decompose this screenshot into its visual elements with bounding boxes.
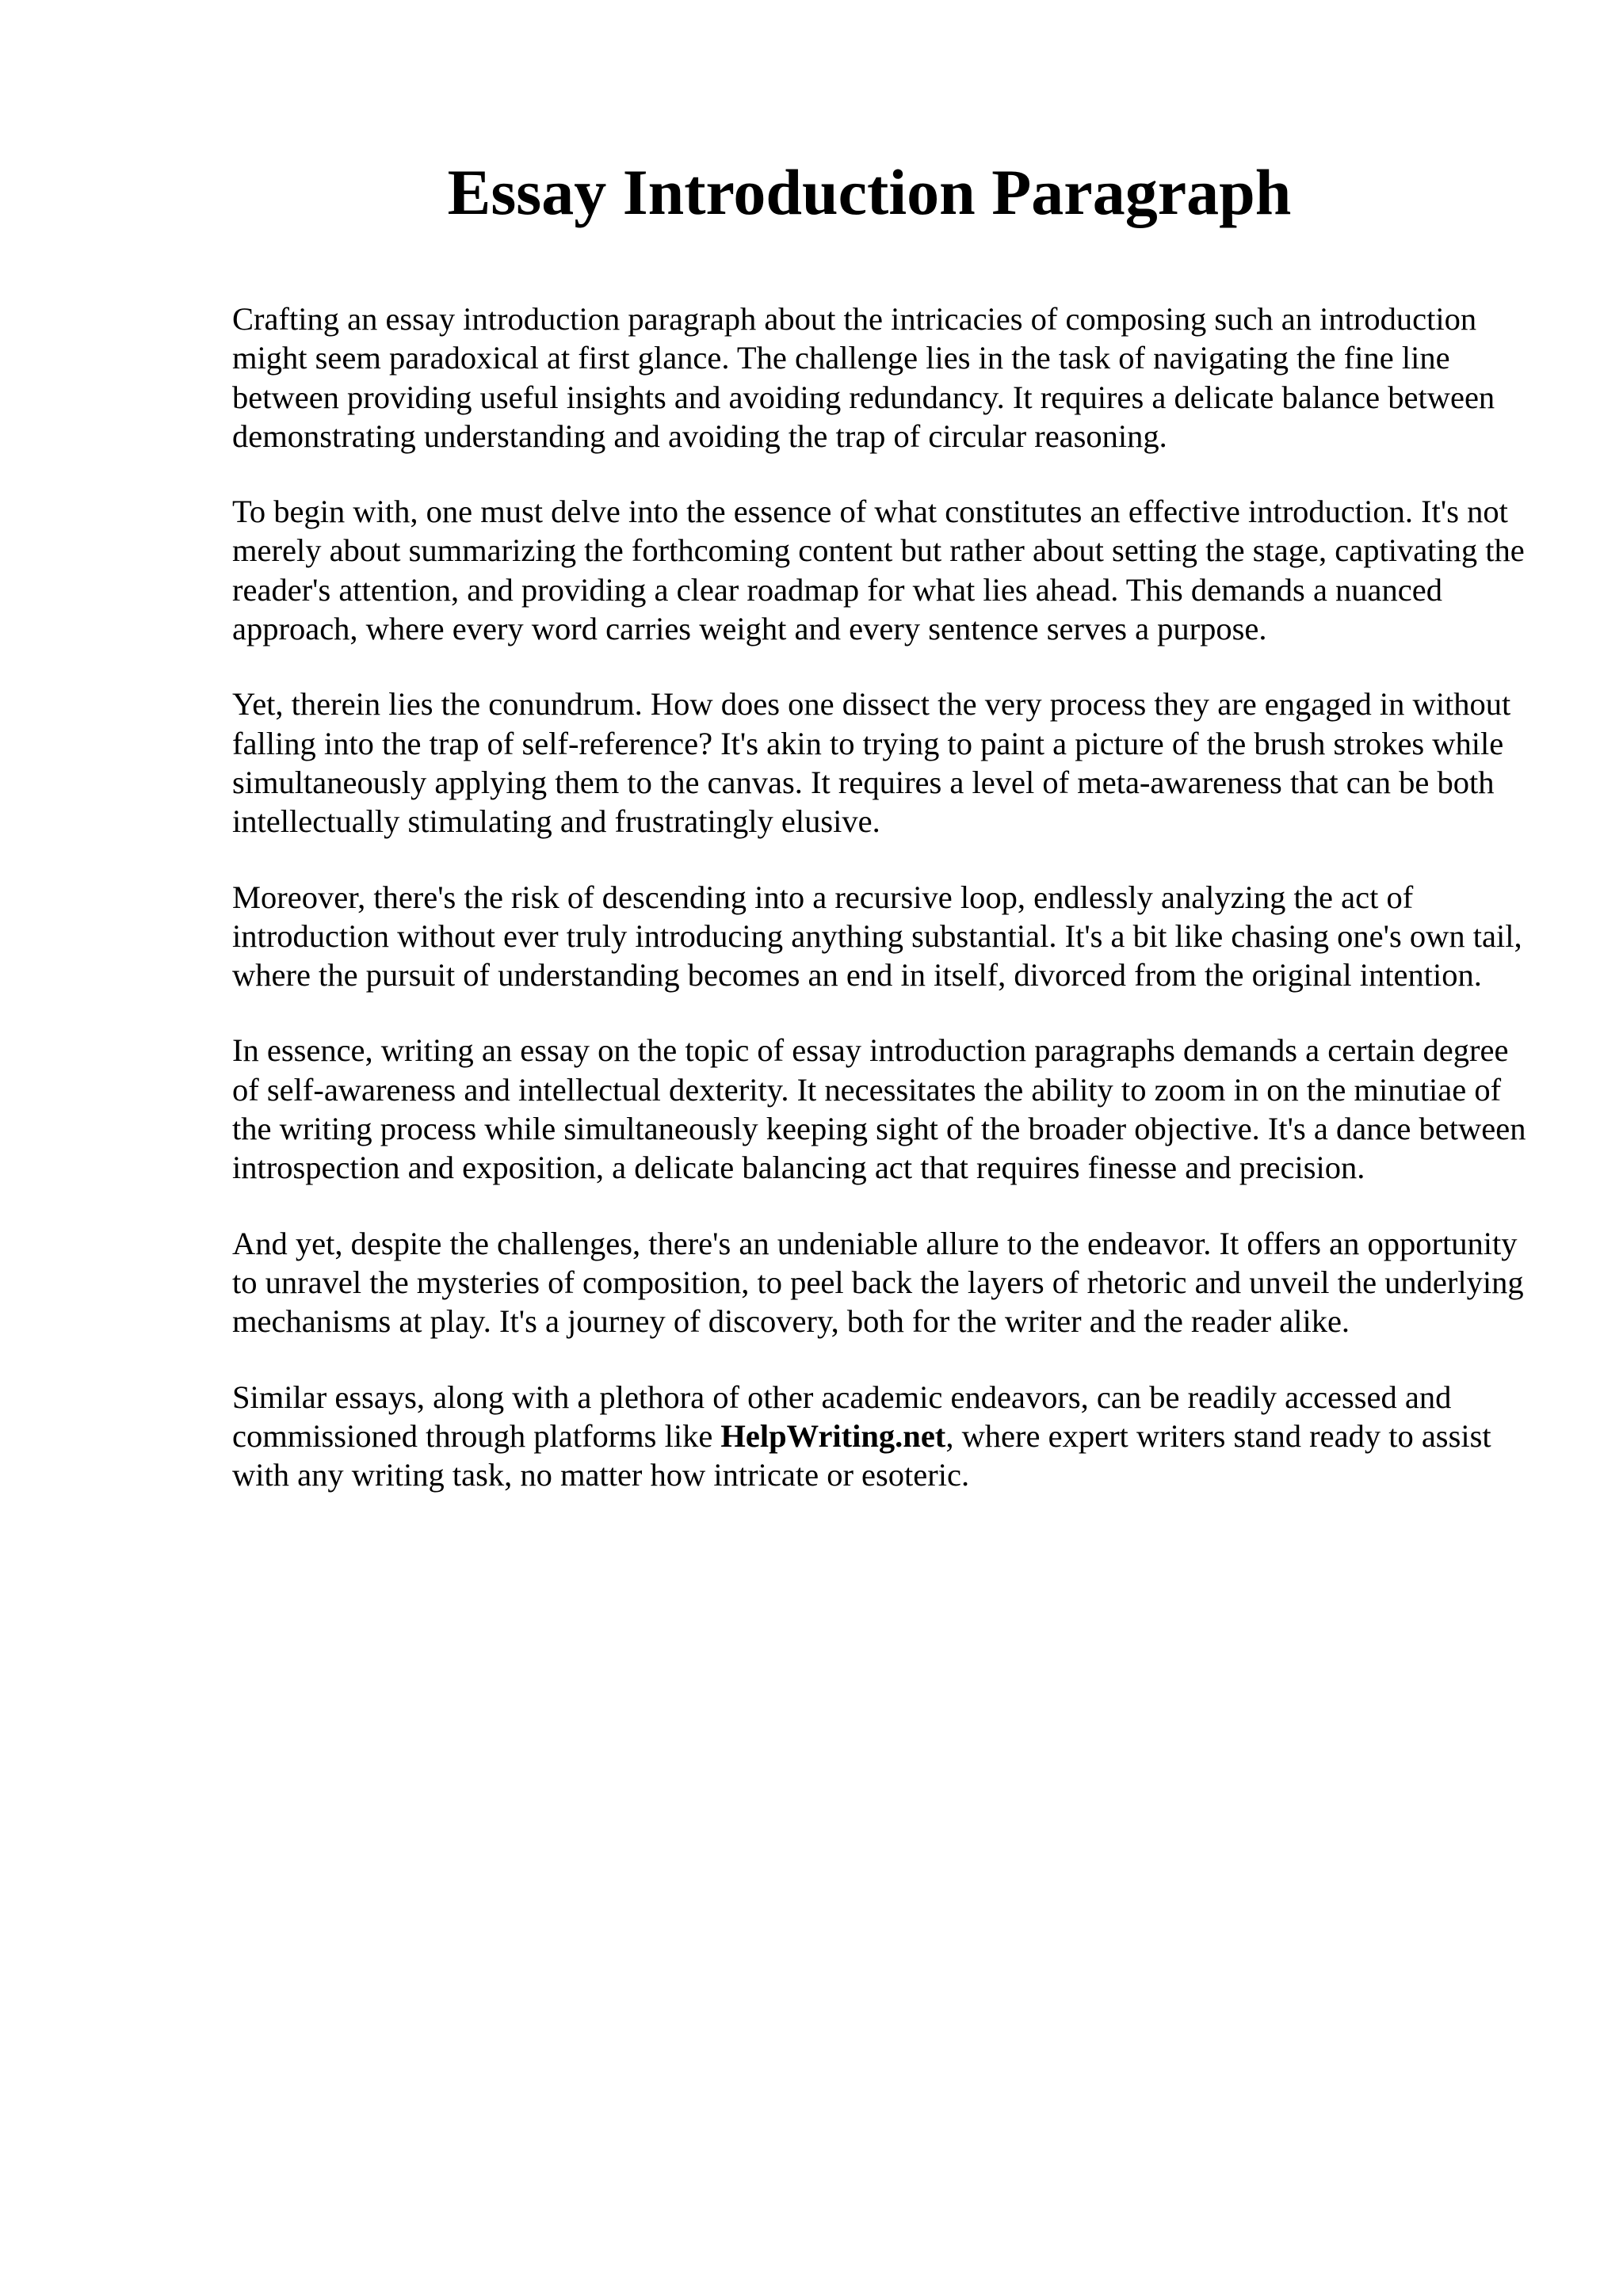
page-title: Essay Introduction Paragraph: [447, 156, 1292, 228]
paragraph-5: In essence, writing an essay on the topic of essay introduction paragraphs demands a certain degree of self-awareness and intellectual dexterity. It necessitates the ability to zoom in on the minutiae of the writing process while simultaneously keeping sight of the broader objective. It's a dance between introspection and exposition, a delicate balancing act that requires finesse and precision.: [232, 1032, 1526, 1186]
paragraph-closing: [232, 1378, 1532, 1495]
closing-text-before: Similar essays, along with a plethora of other academic endeavors, can be readily accessed and commissioned through platforms like: [232, 1379, 1452, 1454]
closing-text-after: , where expert writers stand ready to assist with any writing task, no matter how intricate or esoteric.: [232, 1417, 1491, 1493]
paragraph-1: Crafting an essay introduction paragraph about the intricacies of composing such an introduction might seem paradoxical at first glance. The challenge lies in the task of navigating the fine line between providing useful insights and avoiding redundancy. It requires a delicate balance between demonstrating understanding and avoiding the trap of circular reasoning.: [232, 301, 1495, 454]
document-body: [232, 299, 1532, 1531]
paragraph-6: And yet, despite the challenges, there's an undeniable allure to the endeavor. It offers an opportunity to unravel the mysteries of composition, to peel back the layers of rhetoric and unveil the underlying mechanisms at play. It's a journey of discovery, both for the writer and the reader alike.: [232, 1225, 1524, 1340]
brand-link[interactable]: HelpWriting.net: [720, 1417, 946, 1454]
paragraph-3: Yet, therein lies the conundrum. How does one dissect the very process they are engaged in without falling into the trap of self-reference? It's akin to trying to paint a picture of the brush strokes while simultaneously applying them to the canvas. It requires a level of meta-awareness that can be both intellectually stimulating and frustratingly elusive.: [232, 686, 1511, 840]
paragraph-4: Moreover, there's the risk of descending into a recursive loop, endlessly analyzing the act of introduction without ever truly introducing anything substantial. It's a bit like chasing one's own tail, where the pursuit of understanding becomes an end in itself, divorced from the original intention.: [232, 879, 1522, 994]
paragraph-2: To begin with, one must delve into the essence of what constitutes an effective introduction. It's not merely about summarizing the forthcoming content but rather about setting the stage, captivating the reader's attention, and providing a clear roadmap for what lies ahead. This demands a nuanced approach, where every word carries weight and every sentence serves a purpose.: [232, 494, 1525, 647]
